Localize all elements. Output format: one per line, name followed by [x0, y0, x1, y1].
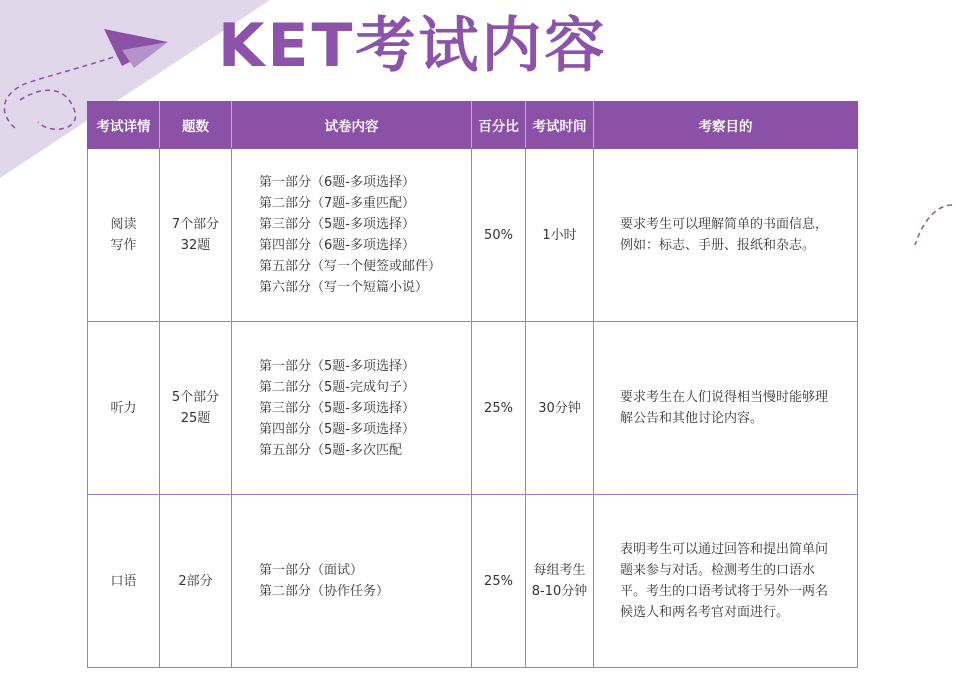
cell-time: 每组考生 8-10分钟: [526, 495, 594, 668]
cell-content: [232, 322, 472, 495]
content-line: 第四部分（5题-多项选择）: [259, 421, 415, 437]
header-purpose: 考察目的: [594, 102, 858, 149]
cell-purpose: 要求考生可以理解简单的书面信息，例如：标志、手册、报纸和杂志。: [594, 149, 858, 322]
content-line: 第五部分（5题-多次匹配: [259, 442, 402, 458]
cell-purpose: 要求考生在人们说得相当慢时能够理解公告和其他讨论内容。: [594, 322, 858, 495]
cell-content: [232, 495, 472, 668]
cell-percent: 50%: [472, 149, 526, 322]
table-row-speaking: [88, 495, 858, 668]
cell-percent: 25%: [472, 495, 526, 668]
content-line: 第一部分（5题-多项选择）: [259, 358, 415, 374]
cell-time: 1小时: [526, 149, 594, 322]
cell-detail: 口语: [88, 495, 160, 668]
cell-detail: 阅读 写作: [88, 149, 160, 322]
header-content: 试卷内容: [232, 102, 472, 149]
content-line: 第二部分（协作任务）: [259, 584, 390, 599]
cell-count: 5个部分 25题: [160, 322, 232, 495]
content-line: 第三部分（5题-多项选择）: [259, 217, 415, 232]
cell-count: 7个部分 32题: [160, 149, 232, 322]
header-detail: 考试详情: [88, 102, 160, 149]
content-line: 第三部分（5题-多项选择）: [259, 400, 415, 416]
content-line: 第二部分（5题-完成句子）: [259, 379, 415, 395]
content-line: 第一部分（6题-多项选择）: [259, 175, 415, 190]
cell-content: [232, 149, 472, 322]
page-title: KET考试内容: [218, 11, 608, 81]
table-row-listening: [88, 322, 858, 495]
content-line: 第二部分（7题-多重匹配）: [259, 196, 415, 211]
header-time: 考试时间: [526, 102, 594, 149]
header-percent: 百分比: [472, 102, 526, 149]
content-line: 第五部分（写一个便签或邮件）: [259, 259, 442, 274]
content-line: 第四部分（6题-多项选择）: [259, 238, 415, 253]
ket-content-table: [87, 101, 858, 668]
cell-percent: 25%: [472, 322, 526, 495]
cell-time: 30分钟: [526, 322, 594, 495]
cell-count: 2部分: [160, 495, 232, 668]
cell-detail: 听力: [88, 322, 160, 495]
table-header-row: [88, 102, 858, 149]
content-line: 第一部分（面试）: [259, 563, 364, 578]
table-row-reading-writing: [88, 149, 858, 322]
cell-purpose: 表明考生可以通过回答和提出简单问题来参与对话。检测考生的口语水平。考生的口语考试将于另外一两名候选人和两名考官对面进行。: [594, 495, 858, 668]
header-count: 题数: [160, 102, 232, 149]
content-line: 第六部分（写一个短篇小说）: [259, 280, 429, 295]
